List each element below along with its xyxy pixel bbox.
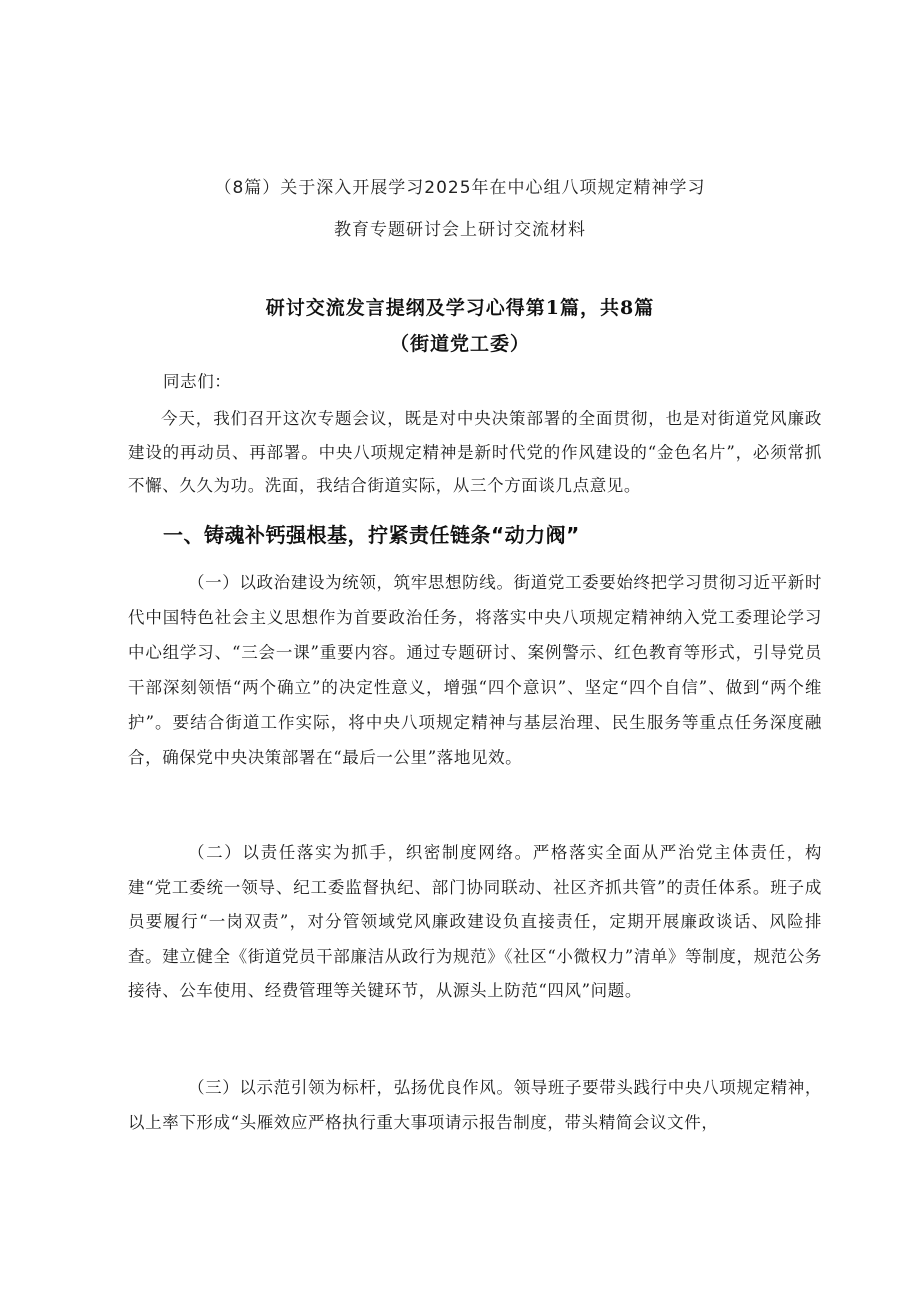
subtitle-line-1: 研讨交流发言提纲及学习心得第1篇，共8篇 — [265, 297, 655, 319]
section-1-heading: 一、铸魂补钙强根基，拧紧责任链条“动力阀” — [163, 523, 580, 547]
section-1-paragraph-3: （三）以示范引领为标杆，弘扬优良作风。领导班子要带头践行中央八项规定精神，以上率下形成“头雁效应严格执行重大事项请示报告制度，带头精简会议文件， — [128, 1078, 822, 1132]
section-1-paragraph-1: （一）以政治建设为统领，筑牢思想防线。街道党工委要始终把学习贯彻习近平新时代中国特色社会主义思想作为首要政治任务，将落实中央八项规定精神纳入党工委理论学习中心组学习、“三会一课”重要内容。通过专题研讨、案例警示、红色教育等形式，引导党员干部深刻领悟“两个确立”的决定性意义，增强“四个意识”、坚定“四个自信”、做到“两个维护”。要结合街道工作实际，将中央八项规定精神与基层治理、民生服务等重点任务深度融合，确保党中央决策部署在“最后一公里”落地见效。 — [128, 573, 822, 767]
section-1-paragraph-2: （二）以责任落实为抓手，织密制度网络。严格落实全面从严治党主体责任，构建“党工委统一领导、纪工委监督执纪、部门协同联动、社区齐抓共管”的责任体系。班子成员要履行“一岗双责”，对分管领域党风廉政建设负直接责任，定期开展廉政谈话、风险排查。建立健全《街道党员干部廉洁从政行为规范》《社区“小微权力”清单》等制度，规范公务接待、公车使用、经费管理等关键环节，从源头上防范“四风”问题。 — [128, 843, 822, 1000]
subtitle-line-2: （街道党工委） — [389, 333, 530, 355]
intro-paragraph: 今天，我们召开这次专题会议，既是对中央决策部署的全面贯彻，也是对街道党风廉政建设的再动员、再部署。中央八项规定精神是新时代党的作风建设的“金色名片”，必须常抓不懈、久久为功。洗面，我结合街道实际，从三个方面谈几点意见。 — [128, 409, 822, 495]
document-title-line-2: 教育专题研讨会上研讨交流材料 — [334, 220, 586, 240]
document-title-line-1: （8篇）关于深入开展学习2025年在中心组八项规定精神学习 — [214, 178, 706, 198]
greeting: 同志们： — [163, 372, 232, 391]
